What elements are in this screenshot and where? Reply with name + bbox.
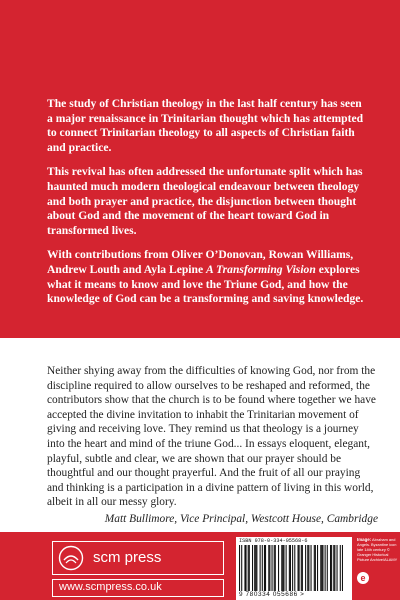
barcode-bar	[342, 545, 343, 591]
barcode-bar	[331, 545, 332, 591]
barcode-bar	[340, 545, 341, 591]
blurb-paragraph-1: The study of Christian theology in the last half century has seen a major renaissance in Trinitarian thought which has attempted to connect Trinitarian theology to all aspects of Christian faith and practice.	[47, 97, 364, 154]
barcode-bar	[325, 545, 326, 591]
eco-badge-icon: e	[357, 572, 369, 584]
endorsement-quote: Neither shying away from the difficulties of knowing God, nor from the discipline required to allow ourselves to be reshaped and reformed, the contributors show that the church is to be found where together we have accepted the divine invitation to inhabit the Trinitarian movement of giving and receiving love. They remind us that theology is a journey into the heart and mind of the triune God... In essays eloquent, elegant, playful, subtle and clear, we are shown that our prayer should be thoughtful and our thought prayerful. And the fruit of all our praying and thinking is a participation in a divine pattern of living in this world, albeit in all our messy glory.	[47, 365, 376, 509]
barcode-bar	[249, 545, 250, 591]
barcode-bar	[321, 545, 322, 591]
barcode-bar	[283, 545, 284, 591]
barcode-bar	[302, 545, 303, 591]
barcode-bar	[294, 545, 295, 591]
barcode-bar	[322, 545, 323, 591]
barcode-bar	[301, 545, 302, 591]
barcode-bar	[299, 545, 300, 591]
image-credit	[357, 537, 399, 562]
barcode-bar	[255, 545, 256, 591]
barcode-bar	[289, 545, 290, 591]
barcode-bar	[281, 545, 282, 591]
book-title: A Transforming Vision	[206, 262, 316, 276]
image-credit-heading: Image:	[357, 537, 372, 542]
barcode-bar	[286, 545, 287, 591]
blurb-paragraph-2: This revival has often addressed the unfortunate split which has haunted much modern theological endeavour between theology and both prayer and practice, the disjunction between thought about God and the movement of the heart toward God in transformed lives.	[47, 165, 363, 237]
barcode-bar	[241, 545, 242, 591]
scm-press-logo-icon	[58, 545, 84, 571]
barcode-bar	[315, 545, 316, 591]
publisher-name: scm press	[93, 549, 162, 566]
blurb-summary: explores what it means to know and love the Triune God, and how the knowledge of God can be a transforming and saving knowledge.	[47, 262, 364, 306]
barcode-bar	[275, 545, 276, 591]
endorsement-attribution: Matt Bullimore, Vice Principal, Westcott House, Cambridge	[104, 513, 378, 525]
barcode-bar	[308, 545, 309, 591]
barcode-bar	[254, 545, 255, 591]
barcode-bar	[269, 545, 270, 591]
barcode-bar	[311, 545, 312, 591]
publisher-logo	[52, 541, 224, 575]
barcode-bar	[246, 545, 247, 591]
barcode-bar	[248, 545, 249, 591]
barcode-bar	[268, 545, 269, 591]
barcode-bar	[330, 545, 331, 591]
barcode-bar	[265, 545, 266, 591]
barcode-bar	[292, 545, 293, 591]
isbn-label: ISBN 978-0-334-05568-6	[239, 538, 308, 544]
image-credit-text: Abraham and Angels. Byzantine icon late 14th century © Granger Historical Picture Archive/ALAMY	[357, 537, 398, 562]
barcode-bar	[282, 545, 283, 591]
isbn-barcode	[236, 537, 352, 600]
barcode-bar	[320, 545, 321, 591]
barcode-bar	[274, 545, 275, 591]
barcode-bar	[290, 545, 291, 591]
barcode-bar	[333, 545, 334, 591]
barcode-bar	[334, 545, 335, 591]
barcode-bar	[307, 545, 308, 591]
barcode-bar	[317, 545, 318, 591]
barcode-bar	[314, 545, 315, 591]
barcode-bar	[264, 545, 265, 591]
publisher-url: www.scmpress.co.uk	[52, 579, 224, 597]
barcode-bar	[239, 545, 240, 591]
barcode-bar	[298, 545, 299, 591]
barcode-bar	[337, 545, 338, 591]
barcode-bar	[252, 545, 253, 591]
barcode-bar	[305, 545, 306, 591]
barcode-bar	[327, 545, 328, 591]
barcode-bars	[239, 545, 343, 591]
barcode-bar	[278, 545, 279, 591]
barcode-bar	[260, 545, 261, 591]
barcode-bar	[244, 545, 245, 591]
barcode-digits: 9 780334 055686 >	[239, 591, 305, 598]
blurb	[47, 97, 367, 317]
barcode-bar	[272, 545, 273, 591]
blurb-paragraph-3	[47, 248, 367, 306]
barcode-bar	[256, 545, 257, 591]
endorsement	[47, 364, 377, 510]
blurb-contributors: With contributions from Oliver O’Donovan, Rowan Williams, Andrew Louth and Ayla Lepine	[47, 248, 354, 276]
barcode-bar	[262, 545, 263, 591]
